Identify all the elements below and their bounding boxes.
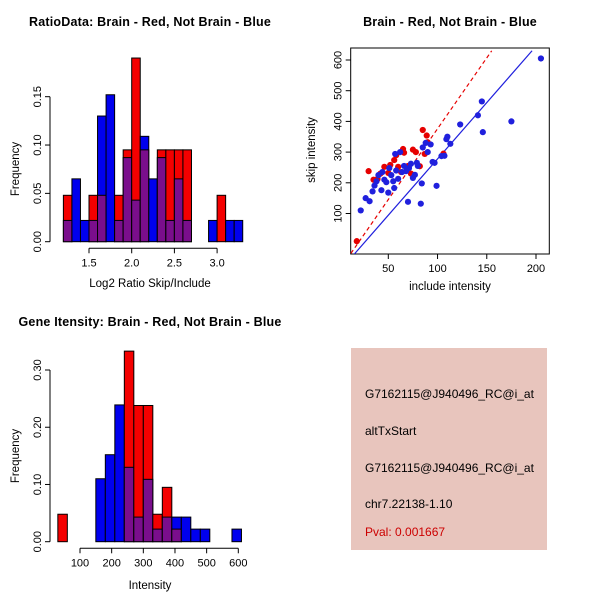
ratio-histogram-xlabel: Log2 Ratio Skip/Include <box>89 278 211 290</box>
svg-text:50: 50 <box>382 263 395 275</box>
svg-text:300: 300 <box>332 142 345 162</box>
not-brain-points <box>358 55 544 213</box>
gene-info-panel <box>300 300 600 600</box>
ratio-histogram-title: RatioData: Brain - Red, Not Brain - Blue <box>28 15 272 29</box>
svg-text:200: 200 <box>102 557 121 570</box>
svg-text:400: 400 <box>165 557 185 570</box>
svg-text:0.10: 0.10 <box>32 134 44 156</box>
svg-text:150: 150 <box>477 263 496 275</box>
gene-intensity-histogram-panel <box>0 300 300 600</box>
gene-histogram-title: Gene Itensity: Brain - Red, Not Brain - Blue <box>18 315 282 329</box>
ratio-histogram-panel <box>0 0 300 300</box>
ratio-histogram-ylabel: Frequency <box>10 141 22 197</box>
scatter-ylabel: skip intensity <box>306 117 318 183</box>
pvalue-text: Pval: 0.001667 <box>365 525 446 539</box>
svg-text:0.00: 0.00 <box>32 530 44 553</box>
intensity-scatter-panel <box>300 0 600 300</box>
brain-fit <box>351 51 492 254</box>
svg-text:0.05: 0.05 <box>32 182 44 205</box>
location-text: chr7.22138-1.10 <box>365 497 453 511</box>
gene-histogram-ylabel: Frequency <box>10 428 22 484</box>
scatter-xlabel: include intensity <box>409 281 491 293</box>
svg-text:0.20: 0.20 <box>32 416 44 438</box>
svg-text:500: 500 <box>197 557 216 570</box>
svg-text:300: 300 <box>134 557 153 570</box>
ratio-histogram-plot <box>0 0 300 300</box>
svg-text:0.00: 0.00 <box>32 230 44 253</box>
probe-id-2-text: G7162115@J940496_RC@i_at <box>365 461 534 475</box>
svg-text:0.15: 0.15 <box>32 85 44 108</box>
svg-text:100: 100 <box>332 204 345 223</box>
svg-text:500: 500 <box>332 81 345 100</box>
histogram-bars <box>58 351 242 542</box>
intensity-scatter-plot <box>300 0 600 300</box>
probe-id-text: G7162115@J940496_RC@i_at <box>365 387 534 401</box>
scatter-title: Brain - Red, Not Brain - Blue <box>363 15 537 29</box>
svg-text:200: 200 <box>332 173 345 192</box>
svg-text:100: 100 <box>428 263 447 275</box>
svg-text:100: 100 <box>70 557 90 570</box>
gene-intensity-histogram-plot <box>0 300 300 600</box>
svg-text:600: 600 <box>229 557 248 570</box>
svg-text:1.5: 1.5 <box>81 257 97 270</box>
svg-text:0.10: 0.10 <box>32 473 44 496</box>
svg-text:200: 200 <box>526 263 546 275</box>
event-type-text: altTxStart <box>365 424 417 438</box>
svg-text:2.0: 2.0 <box>124 257 140 270</box>
svg-text:400: 400 <box>332 112 345 131</box>
svg-text:600: 600 <box>332 50 345 70</box>
histogram-bars <box>63 58 242 242</box>
svg-text:2.5: 2.5 <box>166 257 183 270</box>
gene-info-box <box>351 348 547 550</box>
gene-histogram-xlabel: Intensity <box>128 580 172 592</box>
svg-text:3.0: 3.0 <box>209 257 225 270</box>
svg-text:0.30: 0.30 <box>32 359 44 381</box>
